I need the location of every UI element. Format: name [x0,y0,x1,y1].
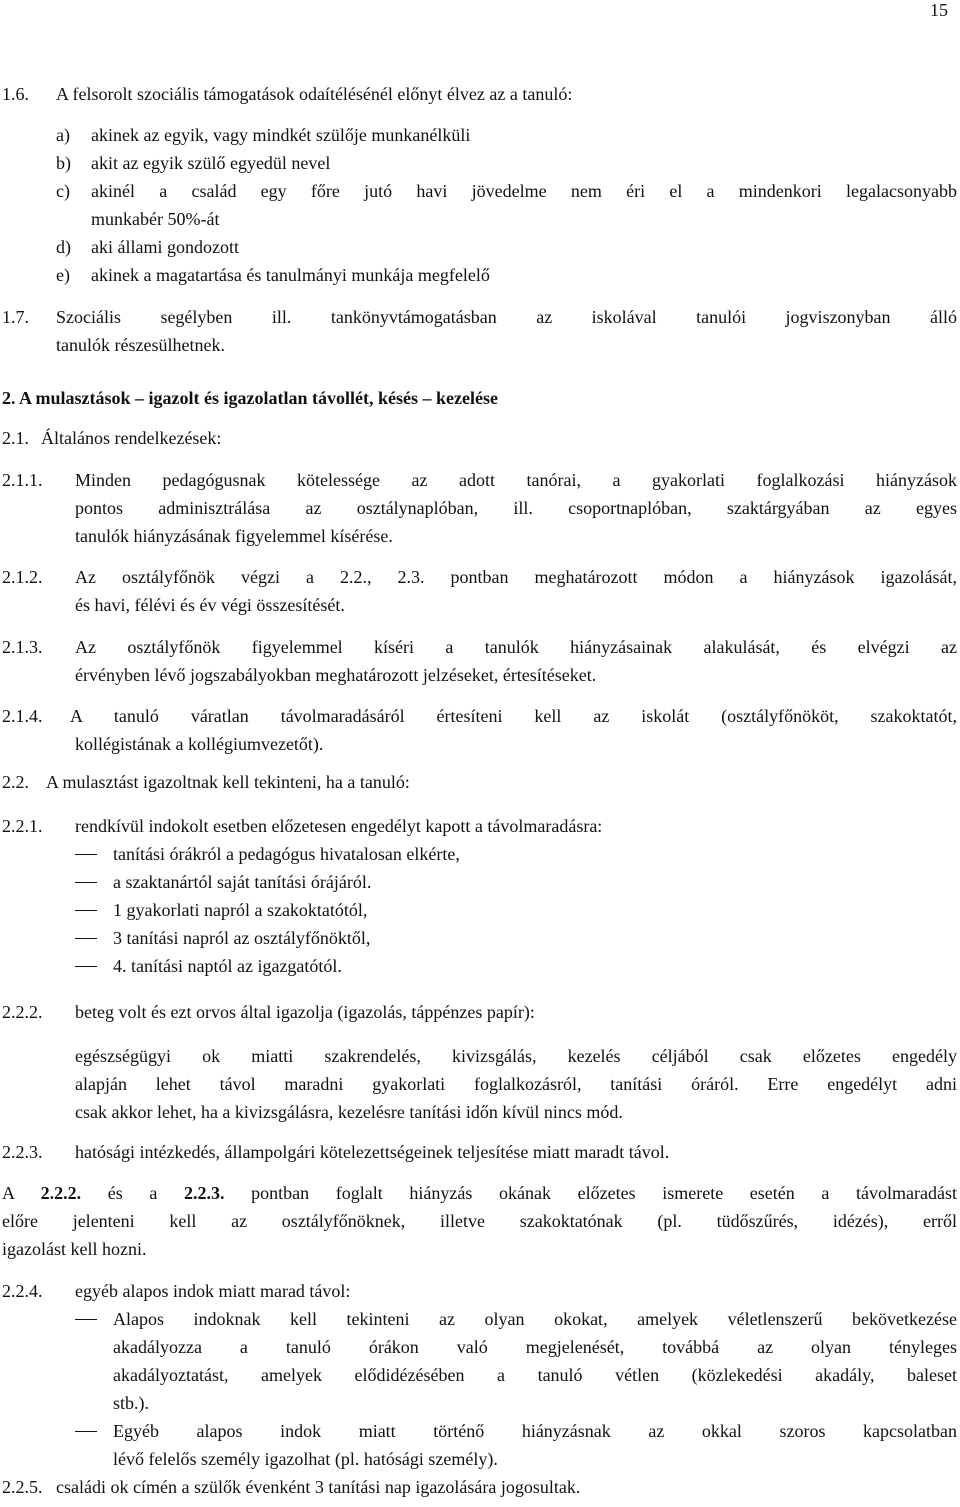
paragraph-line: csak akkor lehet, ha a kivizsgálásra, kezelésre tanítási időn kívül nincs mód. [75,1102,623,1122]
dash-bullet [75,882,97,883]
dash-bullet [75,966,97,967]
section-text: Szociális segélyben ill. tankönyvtámogatásban az iskolával tanulói jogviszonyban álló [56,307,957,327]
section-number: 2.2.4. [2,1281,43,1301]
section-number: 1.7. [2,307,29,327]
list-item-label: d) [56,237,71,257]
list-item-label: e) [56,265,70,285]
list-item: 1 gyakorlati napról a szakoktatótól, [113,900,368,920]
list-item: tanítási órákról a pedagógus hivatalosan elkérte, [113,844,460,864]
section-number: 2.1. [2,428,29,448]
section-text: és havi, félévi és év végi összesítését. [75,595,345,615]
section-number: 2.2.2. [2,1002,43,1022]
bullet-paragraph-line: Alapos indoknak kell tekinteni az olyan okokat, amelyek véletlenszerű bekövetkezése [113,1309,957,1329]
dash-bullet [75,1431,97,1432]
section-number: 2.1.1. [2,470,43,490]
note-paragraph: A 2.2.2. és a 2.2.3. pontban foglalt hiányzás okának előzetes ismerete esetén a távolmaradást [2,1183,957,1203]
list-item: akinek az egyik, vagy mindkét szülője munkanélküli [91,125,471,145]
list-item: 4. tanítási naptól az igazgatótól. [113,956,342,976]
paragraph-line: alapján lehet távol maradni gyakorlati foglalkozásról, tanítási óráról. Erre engedélyt adni [75,1074,957,1094]
section-number: 2.1.4. [2,706,43,726]
section-text: kollégistának a kollégiumvezetőt). [75,734,324,754]
list-item: a szaktanártól saját tanítási órájáról. [113,872,372,892]
paragraph-line: egészségügyi ok miatti szakrendelés, kivizsgálás, kezelés céljából csak előzetes engedély [75,1046,957,1066]
section-text: családi ok címén a szülők évenként 3 tanítási nap igazolására jogosultak. [56,1477,581,1497]
list-item: akinél a család egy főre jutó havi jövedelme nem éri el a mindenkori legalacsonyabb [91,181,957,201]
section-text: pontos adminisztrálása az osztálynaplóban, ill. csoportnaplóban, szaktárgyában az egyes [75,498,957,518]
section-text: beteg volt és ezt orvos által igazolja (igazolás, táppénzes papír): [75,1002,535,1022]
dash-bullet [75,910,97,911]
list-item-label: c) [56,181,70,201]
section-text: egyéb alapos indok miatt marad távol: [75,1281,351,1301]
section-text: tanulók részesülhetnek. [56,335,225,355]
section-text: Az osztályfőnök figyelemmel kíséri a tanulók hiányzásainak alakulását, és elvégzi az [75,637,957,657]
section-number: 1.6. [2,84,29,104]
section-number: 2.1.3. [2,637,43,657]
section-text: Általános rendelkezések: [41,428,222,448]
section-number: 2.1.2. [2,567,43,587]
section-number: 2.2.3. [2,1142,43,1162]
bullet-paragraph-line: akadályozza a tanuló órákon való megjelenését, továbbá az olyan tényleges [113,1337,957,1357]
dash-bullet [75,938,97,939]
section-heading: 2. A mulasztások – igazolt és igazolatlan távollét, késés – kezelése [2,388,498,408]
dash-bullet [75,1319,97,1320]
list-item: akinek a magatartása és tanulmányi munkája megfelelő [91,265,490,285]
section-text: tanulók hiányzásának figyelemmel kísérése. [75,526,393,546]
note-paragraph-line: igazolást kell hozni. [2,1239,147,1259]
section-number: 2.2. [2,772,29,792]
bullet-paragraph-line: lévő felelős személy igazolhat (pl. hatósági személy). [113,1449,498,1469]
section-number: 2.2.5. [2,1477,43,1497]
section-text: Az osztályfőnök végzi a 2.2., 2.3. pontban meghatározott módon a hiányzások igazolását, [75,567,957,587]
section-text: A tanuló váratlan távolmaradásáról értesíteni kell az iskolát (osztályfőnököt, szakoktatót, [70,706,957,726]
bullet-paragraph-line: Egyéb alapos indok miatt történő hiányzásnak az okkal szoros kapcsolatban [113,1421,957,1441]
section-number: 2.2.1. [2,816,43,836]
bullet-paragraph-line: stb.). [113,1393,149,1413]
note-paragraph-line: előre jelenteni kell az osztályfőnöknek, illetve szakoktatónak (pl. tüdőszűrés, idézés), erről [2,1211,957,1231]
bullet-paragraph-line: akadályoztatást, amelyek elődidézésében a tanuló vétlen (közlekedési akadály, baleset [113,1365,957,1385]
list-item-label: b) [56,153,71,173]
section-text: érvényben lévő jogszabályokban meghatározott jelzéseket, értesítéseket. [75,665,597,685]
section-text: rendkívül indokolt esetben előzetesen engedélyt kapott a távolmaradásra: [75,816,603,836]
section-text: A mulasztást igazoltnak kell tekinteni, ha a tanuló: [46,772,410,792]
dash-bullet [75,854,97,855]
page-number: 15 [930,0,948,20]
section-text: hatósági intézkedés, állampolgári kötelezettségeinek teljesítése miatt maradt távol. [75,1142,670,1162]
section-text: Minden pedagógusnak kötelessége az adott tanórai, a gyakorlati foglalkozási hiányzások [75,470,957,490]
list-item: 3 tanítási napról az osztályfőnöktől, [113,928,371,948]
list-item: aki állami gondozott [91,237,239,257]
list-item-continuation: munkabér 50%-át [91,209,220,229]
list-item-label: a) [56,125,70,145]
list-item: akit az egyik szülő egyedül nevel [91,153,331,173]
section-text: A felsorolt szociális támogatások odaítélésénél előnyt élvez az a tanuló: [56,84,573,104]
